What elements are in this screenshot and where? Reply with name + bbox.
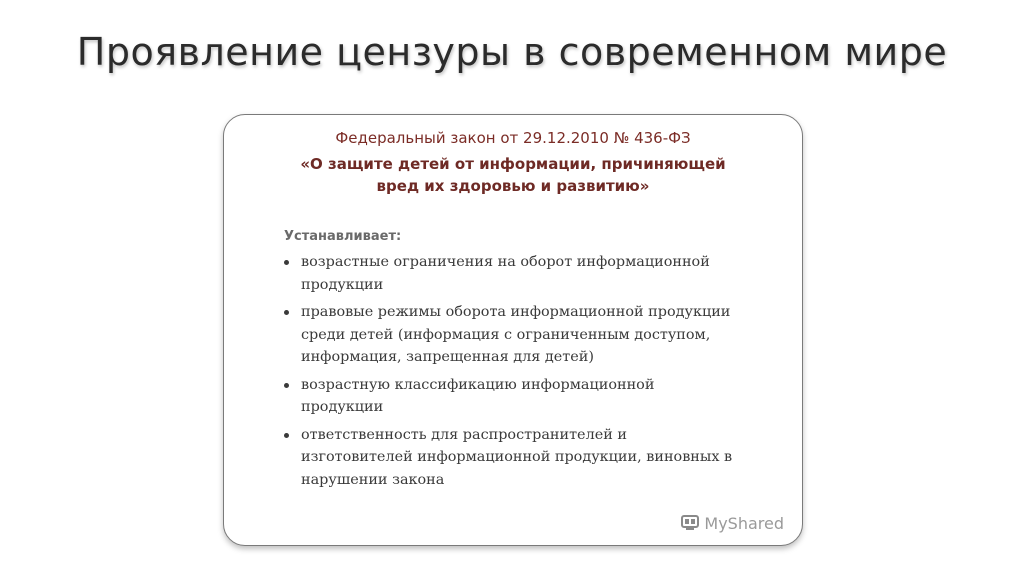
list-item: [279, 374, 779, 419]
list-item: [279, 424, 779, 492]
list-item-text: [301, 301, 779, 369]
provisions-list: [279, 251, 779, 496]
list-item-line: возрастные ограничения на оборот информационной: [301, 254, 710, 270]
bullet-icon: [284, 260, 289, 265]
list-item-text: [301, 251, 779, 296]
list-item-line: ответственность для распространителей и: [301, 426, 627, 443]
list-item-text: [301, 424, 779, 492]
list-item-line: возрастную классификацию информационной: [301, 376, 655, 393]
myshared-watermark[interactable]: [680, 513, 784, 533]
content-card: [223, 114, 803, 546]
list-item-line: правовые режимы оборота информационной продукции: [301, 304, 731, 320]
list-item-line: среди детей (информация с ограниченным доступом,: [301, 326, 711, 343]
law-title-line: «О защите детей от информации, причиняющей: [300, 155, 726, 173]
list-item-text: [301, 374, 779, 419]
list-item: [279, 251, 779, 296]
list-heading: Устанавливает:: [284, 229, 402, 244]
list-item-line: информация, запрещенная для детей): [301, 349, 594, 365]
myshared-logo-icon: [680, 513, 700, 533]
bullet-icon: [284, 383, 289, 388]
list-item-line: продукции: [301, 276, 384, 293]
watermark-text: MyShared: [704, 513, 784, 533]
slide-title: Проявление цензуры в современном мире: [76, 30, 948, 74]
list-item-line: продукции: [301, 399, 384, 415]
bullet-icon: [284, 310, 289, 315]
list-item: [279, 301, 779, 369]
list-item-line: изготовителей информационной продукции, виновных в: [301, 449, 733, 465]
list-item-line: нарушении закона: [301, 471, 445, 488]
bullet-icon: [284, 433, 289, 438]
law-title: [224, 153, 802, 197]
law-title-line: вред их здоровью и развитию»: [376, 177, 650, 195]
law-reference: Федеральный закон от 29.12.2010 № 436-ФЗ: [335, 129, 691, 147]
